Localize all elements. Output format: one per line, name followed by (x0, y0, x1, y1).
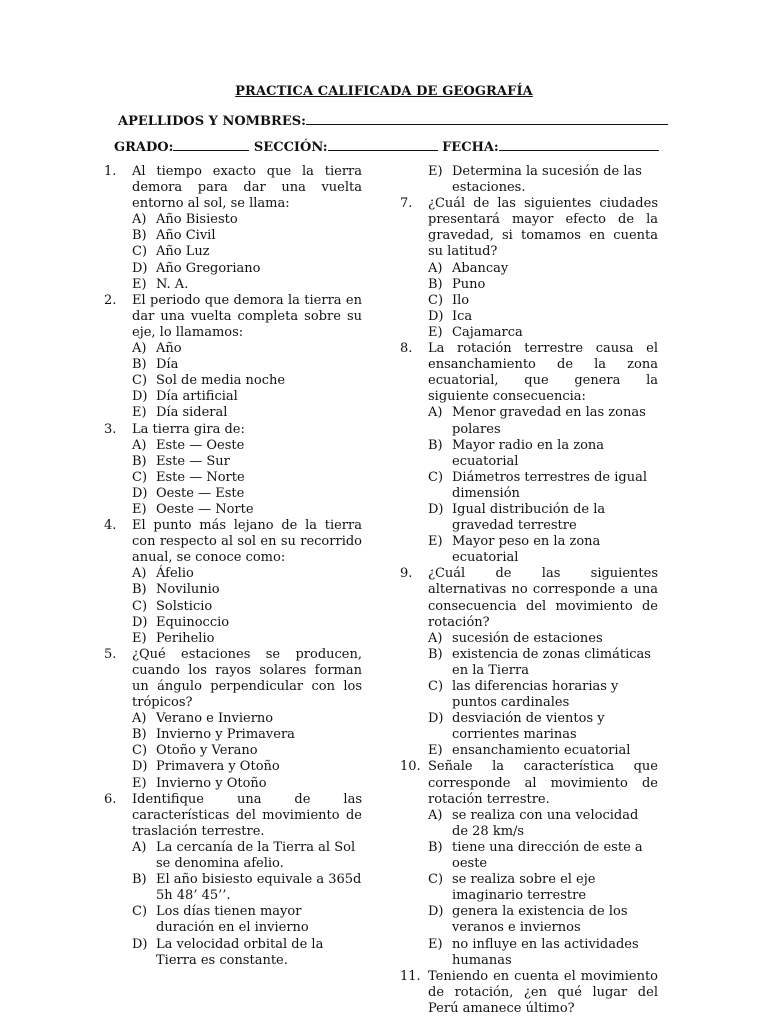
question-number: 7. (400, 196, 413, 212)
names-row (118, 112, 668, 130)
option-d[interactable]: D) Ica (428, 308, 473, 324)
question-4 (104, 518, 362, 647)
question-text: ¿Cuál de las siguientes alternativas no corresponde a una consecuencia del movimiento de rotación? (428, 566, 658, 630)
option-a[interactable]: A) sucesión de estaciones (428, 630, 603, 646)
option-e[interactable]: E) Invierno y Otoño (132, 775, 267, 791)
section-label: SECCIÓN: (253, 140, 328, 155)
question-9 (400, 566, 658, 759)
option-c[interactable]: C) se realiza sobre el eje imaginario terrestre (428, 872, 596, 904)
section-blank[interactable] (328, 138, 438, 151)
option-b[interactable]: B) tiene una dirección de este a oeste (428, 839, 643, 872)
option-e[interactable]: E) Perihelio (132, 630, 215, 646)
info-row (114, 138, 659, 156)
option-c[interactable]: C) Otoño y Verano (132, 743, 258, 759)
option-e[interactable]: E) Determina la sucesión de las estaciones. (428, 164, 642, 196)
option-d[interactable]: D) genera la existencia de los veranos e inviernos (428, 904, 628, 936)
option-d[interactable]: D) Año Gregoriano (132, 260, 261, 276)
question-text: Identifique una de las características del movimiento de traslación terrestre. (132, 791, 362, 839)
option-c[interactable]: C) Solsticio (132, 598, 213, 614)
option-c[interactable]: C) Año Luz (132, 244, 210, 260)
option-c[interactable]: C) Este — Norte (132, 469, 245, 485)
option-e[interactable]: E) Mayor peso en la zona ecuatorial (428, 534, 601, 566)
grade-blank[interactable] (173, 138, 249, 151)
question-text: La rotación terrestre causa el ensanchamiento de la zona ecuatorial, que genera la siguiente consecuencia: (428, 341, 658, 405)
question-text: Al tiempo exacto que la tierra demora para dar una vuelta entorno al sol, se llama: (132, 164, 362, 212)
option-b[interactable]: B) Año Civil (132, 228, 216, 244)
question-text: El periodo que demora la tierra en dar una vuelta completa sobre su eje, lo llamamos: (132, 292, 362, 340)
question-text: El punto más lejano de la tierra con respecto al sol en su recorrido anual, se conoce como: (132, 518, 362, 566)
option-e[interactable]: E) Cajamarca (428, 324, 523, 340)
question-2 (104, 293, 362, 422)
right-column (400, 164, 658, 1017)
option-b[interactable]: B) Puno (428, 276, 486, 292)
option-b[interactable]: B) El año bisiesto equivale a 365d 5h 48’ 45’’. (132, 872, 362, 904)
question-number: 10. (400, 759, 421, 775)
option-c[interactable]: C) Ilo (428, 292, 470, 308)
question-text: ¿Qué estaciones se producen, cuando los rayos solares forman un ángulo perpendicular con los trópicos? (132, 646, 362, 711)
question-6-continued (400, 164, 658, 196)
option-c[interactable]: C) Diámetros terrestres de igual dimensión (428, 469, 647, 501)
option-a[interactable]: A) Año (132, 341, 182, 357)
names-blank[interactable] (306, 112, 668, 125)
option-b[interactable]: B) existencia de zonas climáticas en la Tierra (428, 646, 651, 678)
option-d[interactable]: D) Primavera y Otoño (132, 759, 280, 775)
option-e[interactable]: E) ensanchamiento ecuatorial (428, 743, 631, 759)
grade-label: GRADO: (114, 140, 174, 155)
option-e[interactable]: E) Día sideral (132, 405, 228, 421)
date-label: FECHA: (442, 140, 499, 155)
question-number: 5. (104, 646, 117, 662)
option-b[interactable]: B) Este — Sur (132, 453, 230, 469)
question-number: 9. (400, 566, 413, 582)
option-a[interactable]: A) se realiza con una velocidad de 28 km/s (428, 807, 639, 839)
question-6 (104, 792, 362, 969)
option-e[interactable]: E) N. A. (132, 276, 189, 292)
question-number: 4. (104, 518, 117, 534)
question-number: 11. (400, 968, 421, 984)
question-number: 2. (104, 292, 117, 308)
option-e[interactable]: E) Oeste — Norte (132, 501, 254, 517)
option-b[interactable]: B) Invierno y Primavera (132, 727, 295, 743)
option-b[interactable]: B) Novilunio (132, 582, 220, 598)
question-10 (400, 759, 658, 968)
question-text: Teniendo en cuenta el movimiento de rotación, ¿en qué lugar del Perú amanece último? (428, 968, 658, 1016)
question-8 (400, 341, 658, 566)
question-number: 6. (104, 791, 117, 807)
option-b[interactable]: B) Mayor radio en la zona ecuatorial (428, 437, 605, 469)
option-a[interactable]: A) Año Bisiesto (132, 212, 238, 228)
question-11 (400, 969, 658, 1017)
question-number: 3. (104, 421, 117, 437)
exam-title: PRACTICA CALIFICADA DE GEOGRAFÍA (235, 84, 533, 99)
option-c[interactable]: C) Sol de media noche (132, 373, 286, 389)
option-c[interactable]: C) las diferencias horarias y puntos cardinales (428, 679, 619, 711)
option-a[interactable]: A) Áfelio (132, 566, 194, 582)
option-c[interactable]: C) Los días tienen mayor duración en el invierno (132, 904, 309, 936)
date-blank[interactable] (499, 138, 659, 151)
option-d[interactable]: D) Igual distribución de la gravedad terrestre (428, 501, 606, 534)
option-e[interactable]: E) no influye en las actividades humanas (428, 936, 639, 968)
question-1 (104, 164, 362, 293)
question-number: 1. (104, 164, 117, 179)
question-text: La tierra gira de: (132, 421, 245, 437)
question-number: 8. (400, 341, 413, 357)
question-5 (104, 647, 362, 792)
question-7 (400, 196, 658, 341)
option-d[interactable]: D) Equinoccio (132, 614, 230, 630)
option-a[interactable]: A) Menor gravedad en las zonas polares (428, 405, 646, 437)
question-text: ¿Cuál de las siguientes ciudades presentará mayor efecto de la gravedad, si tomamos en cuenta su latitud? (428, 196, 658, 260)
question-3 (104, 422, 362, 519)
question-text: Señale la característica que corresponde al movimiento de rotación terrestre. (428, 759, 658, 807)
names-label: APELLIDOS Y NOMBRES: (118, 114, 306, 129)
option-a[interactable]: A) Este — Oeste (132, 437, 245, 453)
option-b[interactable]: B) Día (132, 357, 179, 373)
option-d[interactable]: D) desviación de vientos y corrientes marinas (428, 711, 605, 743)
option-a[interactable]: A) Verano e Invierno (132, 711, 274, 727)
left-column (104, 164, 362, 969)
option-d[interactable]: D) Día artificial (132, 389, 238, 405)
option-a[interactable]: A) Abancay (428, 260, 509, 276)
option-a[interactable]: A) La cercanía de la Tierra al Sol se denomina afelio. (132, 839, 356, 872)
option-d[interactable]: D) La velocidad orbital de la Tierra es constante. (132, 936, 324, 968)
option-d[interactable]: D) Oeste — Este (132, 485, 245, 501)
